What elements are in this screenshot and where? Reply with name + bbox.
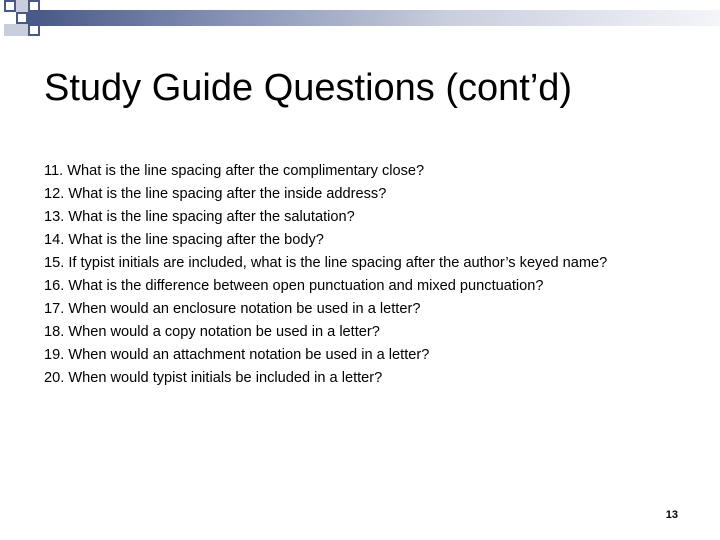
question-item: 18. When would a copy notation be used in a letter? — [44, 324, 380, 340]
decorative-square — [16, 0, 28, 12]
header-decoration — [0, 0, 720, 48]
decorative-square — [28, 12, 40, 24]
decorative-square — [4, 0, 16, 12]
question-item: 14. What is the line spacing after the body? — [44, 232, 324, 248]
question-item: 15. If typist initials are included, what is the line spacing after the author’s keyed name? — [44, 255, 608, 271]
question-item: 20. When would typist initials be included in a letter? — [44, 370, 383, 386]
question-list — [44, 160, 607, 390]
question-item: 17. When would an enclosure notation be used in a letter? — [44, 301, 421, 317]
slide-title: Study Guide Questions (cont’d) — [44, 67, 573, 109]
gradient-band — [38, 10, 720, 26]
decorative-square — [28, 24, 40, 36]
question-item: 19. When would an attachment notation be used in a letter? — [44, 347, 430, 363]
decorative-square — [4, 24, 16, 36]
page-number: 13 — [665, 509, 678, 521]
question-item: 13. What is the line spacing after the salutation? — [44, 209, 355, 225]
question-item: 16. What is the difference between open punctuation and mixed punctuation? — [44, 278, 544, 294]
decorative-square — [16, 12, 28, 24]
question-item: 11. What is the line spacing after the complimentary close? — [44, 163, 425, 179]
decorative-square — [28, 0, 40, 12]
decorative-square — [16, 24, 28, 36]
question-item: 12. What is the line spacing after the inside address? — [44, 186, 387, 202]
